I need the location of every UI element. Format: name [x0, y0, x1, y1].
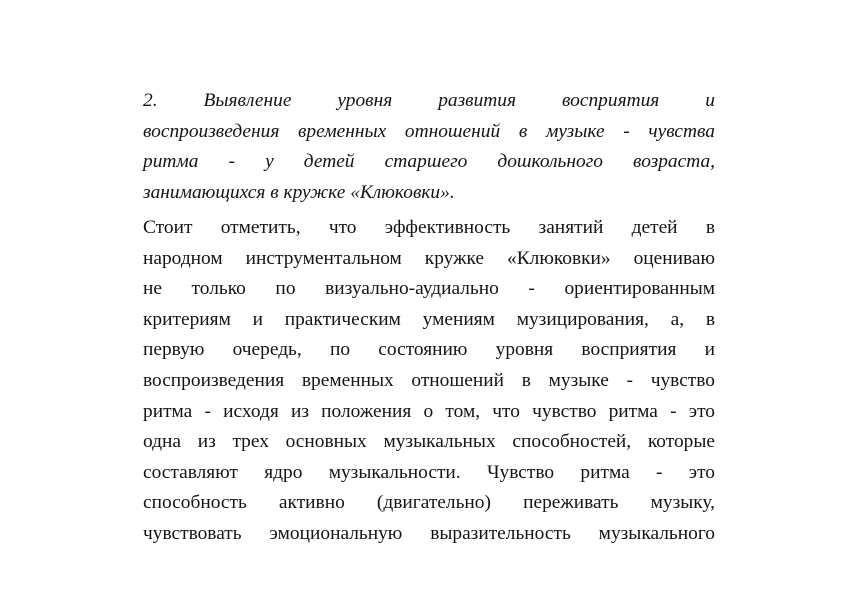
body-paragraph: [143, 213, 715, 550]
heading-line: занимающихся в кружке «Клюковки».: [143, 181, 455, 203]
paragraph-line: чувствовать эмоциональную выразительность музыкального: [143, 522, 715, 544]
heading-line: 2. Выявление уровня развития восприятия и: [143, 90, 715, 111]
paragraph-line: Стоит отметить, что эффективность занятий детей в: [143, 217, 715, 238]
section-heading: [143, 86, 715, 208]
paragraph-line: воспроизведения временных отношений в музыке - чувство: [143, 369, 715, 391]
paragraph-line: критериям и практическим умениям музицирования, а, в: [143, 308, 715, 330]
paragraph-line: составляют ядро музыкальности. Чувство ритма - это: [143, 461, 715, 483]
paragraph-line: народном инструментальном кружке «Клюковки» оцениваю: [143, 247, 715, 269]
paragraph-line: одна из трех основных музыкальных способностей, которые: [143, 431, 715, 453]
heading-line: воспроизведения временных отношений в музыке - чувства: [143, 120, 715, 142]
paragraph-line: способность активно (двигательно) переживать музыку,: [143, 492, 715, 514]
document-content: [143, 86, 715, 550]
paragraph-line: ритма - исходя из положения о том, что чувство ритма - это: [143, 400, 715, 422]
paragraph-line: первую очередь, по состоянию уровня восприятия и: [143, 339, 715, 361]
paragraph-line: не только по визуально-аудиально - ориентированным: [143, 278, 715, 300]
heading-line: ритма - у детей старшего дошкольного возраста,: [143, 151, 715, 172]
